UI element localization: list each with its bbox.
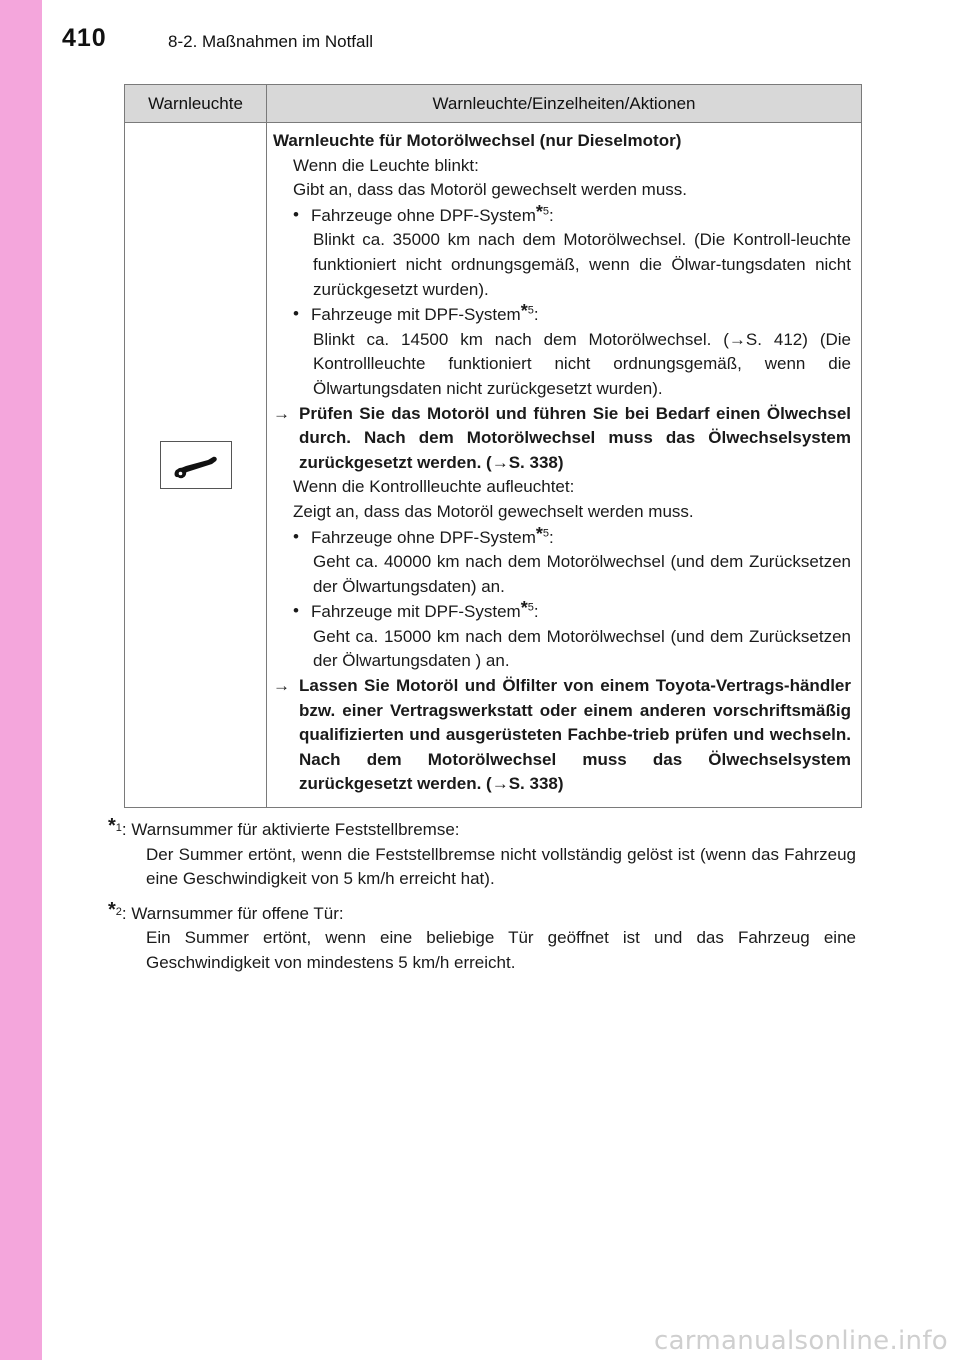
bullet-mark: • — [293, 204, 299, 224]
lit-action — [273, 674, 851, 797]
bullet-mark: • — [293, 304, 299, 324]
blink-condition: Wenn die Leuchte blinkt: — [293, 155, 479, 175]
lit-bullet1-text: Geht ca. 40000 km nach dem Motorölwechsel (und dem Zurücksetzen der Ölwartungsdaten) an. — [313, 552, 851, 596]
colon: : — [549, 527, 554, 547]
blink-indicates: Gibt an, dass das Motoröl gewechselt werden muss. — [293, 180, 688, 200]
bullet-label: Fahrzeuge mit DPF-System — [311, 602, 521, 622]
arrow-icon: → — [273, 676, 290, 696]
warning-light-table — [124, 84, 862, 808]
lit-action-text: Lassen Sie Motoröl und Ölfilter von einem Toyota-Vertrags-händler bzw. einer Vertragswerkstatt oder einem anderen vorschriftsmäßig qualifizierten und ausgerüsteten Fachbe-trieb prüfen und wechseln. Nach dem Motorölwechsel muss das Ölwechselsystem zurückgesetzt werden. (→S. 338) — [299, 676, 851, 794]
footnote-number: 1 — [115, 822, 122, 834]
colon: : — [121, 820, 127, 839]
blink-action-text: Prüfen Sie das Motoröl und führen Sie bei Bedarf einen Ölwechsel durch. Nach dem Motorölwechsel muss das Ölwechselsystem zurückgesetzt werden. (→S. 338) — [299, 403, 851, 472]
footnote-star: * — [520, 301, 528, 322]
bullet-label: Fahrzeuge ohne DPF-System — [311, 527, 536, 547]
blink-bullet1-text: Blinkt ca. 35000 km nach dem Motorölwechsel. (Die Kontroll-leuchte funktioniert nicht ordnungsgemäß, wenn die Ölwar-tungsdaten nicht zurückgesetzt wurden). — [313, 230, 851, 299]
wrench-icon-graphic — [172, 450, 220, 480]
warning-details-cell — [267, 123, 862, 808]
footnote-star: * — [535, 201, 543, 222]
warning-light-cell — [125, 123, 267, 808]
footnote-title: Warnsummer für aktivierte Feststellbremse: — [131, 820, 460, 839]
lit-bullet2-text: Geht ca. 15000 km nach dem Motorölwechsel (und dem Zurücksetzen der Ölwartungsdaten ) an. — [313, 626, 851, 671]
table-row — [125, 123, 862, 808]
list-item — [273, 599, 851, 625]
wrench-icon — [160, 441, 232, 489]
footnote-title: Warnsummer für offene Tür: — [131, 903, 344, 923]
bullet-mark: • — [293, 601, 299, 621]
footnote-star: * — [108, 898, 116, 921]
footnote-text: Ein Summer ertönt, wenn eine beliebige Tür geöffnet ist und das Fahrzeug eine Geschwindigkeit von mindestens 5 km/h erreicht. — [146, 928, 856, 972]
lit-condition: Wenn die Kontrollleuchte aufleuchtet: — [293, 477, 575, 497]
footnote-number: 2 — [115, 905, 122, 918]
colon: : — [549, 205, 554, 225]
chapter-title: 8-2. Maßnahmen im Notfall — [168, 32, 374, 51]
footnote-ref: 5 — [527, 601, 534, 614]
footnote-text: Der Summer ertönt, wenn die Feststellbremse nicht vollständig gelöst ist (wenn das Fahrzeug eine Geschwindigkeit von 5 km/h erreicht hat). — [146, 844, 856, 889]
list-item — [273, 203, 851, 229]
footnote-star: * — [535, 523, 543, 544]
table-header-row — [125, 85, 862, 123]
footnote-1 — [108, 815, 856, 892]
footnotes — [108, 815, 856, 986]
footnote-ref: 5 — [542, 526, 550, 539]
colon: : — [533, 305, 539, 325]
blink-bullet2-text: Blinkt ca. 14500 km nach dem Motorölwechsel. (→S. 412) (Die Kontrollleuchte funktioniert nicht ordnungsgemäß, wenn die Ölwartungsdaten nicht zurückgesetzt wurden). — [313, 329, 851, 398]
bullet-label: Fahrzeuge ohne DPF-System — [311, 205, 536, 225]
side-color-strip — [0, 0, 42, 1360]
colon: : — [533, 602, 539, 622]
colon: : — [121, 903, 127, 923]
lit-indicates: Zeigt an, dass das Motoröl gewechselt werden muss. — [293, 501, 694, 521]
footnote-star: * — [520, 598, 528, 619]
column-header-details: Warnleuchte/Einzelheiten/Aktionen — [267, 85, 862, 123]
page-number: 410 — [62, 24, 107, 52]
footnote-ref: 5 — [542, 205, 550, 218]
bullet-mark: • — [293, 526, 299, 546]
bullet-label: Fahrzeuge mit DPF-System — [311, 305, 521, 325]
watermark: carmanualsonline.info — [653, 1326, 948, 1356]
footnote-ref: 5 — [527, 304, 534, 317]
warning-title: Warnleuchte für Motorölwechsel (nur Dieselmotor) — [273, 131, 682, 150]
blink-action — [273, 402, 851, 476]
arrow-icon: → — [273, 403, 290, 423]
list-item — [273, 525, 851, 551]
column-header-warning-light: Warnleuchte — [125, 85, 267, 123]
footnote-star: * — [108, 815, 116, 837]
list-item — [273, 302, 851, 328]
footnote-2 — [108, 898, 856, 976]
